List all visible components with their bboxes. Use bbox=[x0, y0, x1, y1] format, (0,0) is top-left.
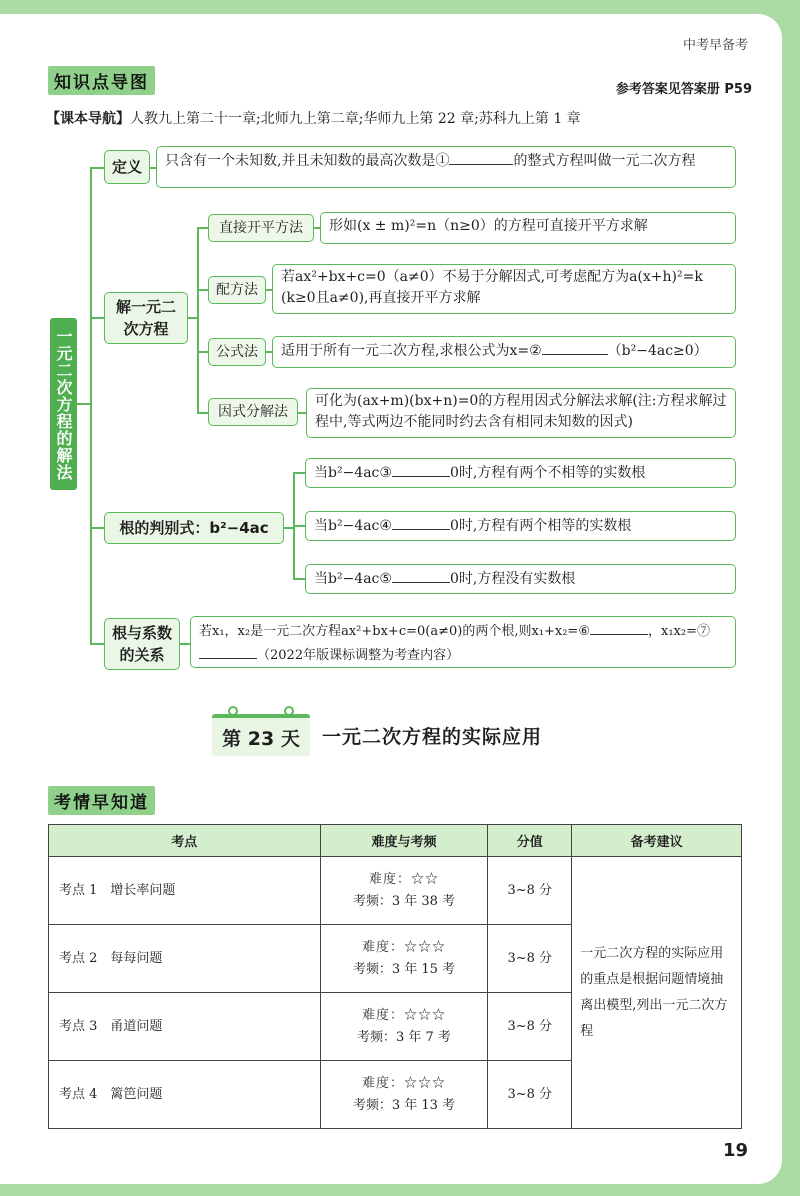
difficulty-frequency-cell bbox=[320, 925, 488, 993]
frequency: 考频：3 年 13 考 bbox=[352, 1097, 456, 1113]
page-number: 19 bbox=[722, 1140, 748, 1161]
formula-text-b: （b²−4ac≥0） bbox=[607, 343, 708, 359]
connector bbox=[90, 527, 104, 529]
blank-3: ③ bbox=[379, 465, 392, 481]
case-prefix: 当b²−4ac bbox=[314, 571, 380, 587]
connector bbox=[90, 643, 104, 645]
column-header: 分值 bbox=[488, 825, 572, 857]
connector bbox=[293, 472, 305, 474]
connector bbox=[293, 525, 305, 527]
blank-4: ④ bbox=[379, 518, 392, 534]
column-header: 备考建议 bbox=[572, 825, 742, 857]
difficulty-frequency-cell bbox=[320, 857, 488, 925]
method-label-formula: 公式法 bbox=[208, 338, 266, 366]
blank-line bbox=[392, 461, 450, 477]
method-factoring: 可化为(ax+m)(bx+n)=0的方程用因式分解法求解(注:方程求解过程中,等式两边不能同时约去含有相同未知数的因式) bbox=[306, 388, 736, 438]
case-suffix: 0时,方程有两个不相等的实数根 bbox=[449, 465, 646, 481]
blank-line bbox=[392, 567, 450, 583]
method-label-direct-root: 直接开平方法 bbox=[208, 214, 314, 242]
prep-advice: 一元二次方程的实际应用的重点是根据问题情境抽离出模型,列出一元二次方程 bbox=[572, 857, 742, 1129]
connector bbox=[90, 167, 92, 645]
formula-text-a: 适用于所有一元二次方程,求根公式为x= bbox=[281, 343, 530, 359]
difficulty: 难度：☆☆☆ bbox=[361, 1007, 446, 1023]
frequency: 考频：3 年 7 考 bbox=[356, 1029, 451, 1045]
column-header: 考点 bbox=[49, 825, 321, 857]
difficulty: 难度：☆☆☆ bbox=[361, 1075, 446, 1091]
blank-line bbox=[449, 149, 513, 165]
table-header-row bbox=[49, 825, 742, 857]
difficulty-frequency-cell bbox=[320, 993, 488, 1061]
guide-label: 【课本导航】 bbox=[46, 111, 130, 127]
blank-line bbox=[392, 514, 450, 530]
exam-table bbox=[48, 824, 742, 1129]
node-definition-label: 定义 bbox=[104, 150, 150, 184]
method-direct-root: 形如(x ± m)²=n（n≥0）的方程可直接开平方求解 bbox=[320, 212, 736, 244]
section-title-knowledge-map: 知识点导图 bbox=[48, 66, 155, 95]
connector bbox=[298, 412, 306, 414]
method-label-completing-square: 配方法 bbox=[208, 276, 266, 304]
frequency: 考频：3 年 38 考 bbox=[352, 893, 456, 909]
day-title: 一元二次方程的实际应用 bbox=[322, 726, 543, 748]
node-solving-label: 解一元二次方程 bbox=[104, 292, 188, 344]
difficulty: 难度：☆☆ bbox=[368, 871, 439, 887]
answer-reference: 参考答案见答案册 P59 bbox=[615, 82, 752, 97]
case-suffix: 0时,方程有两个相等的实数根 bbox=[449, 518, 632, 534]
frequency: 考频：3 年 15 考 bbox=[352, 961, 456, 977]
method-formula bbox=[272, 336, 736, 368]
node-discriminant-label: 根的判别式：b²−4ac bbox=[104, 512, 284, 544]
score: 3~8 分 bbox=[488, 993, 572, 1061]
day-label: 第 23 天 bbox=[212, 714, 310, 756]
blank-5: ⑤ bbox=[379, 571, 392, 587]
case-prefix: 当b²−4ac bbox=[314, 465, 380, 481]
node-definition bbox=[156, 146, 736, 188]
definition-text-b: 的整式方程叫做一元二次方程 bbox=[513, 153, 696, 169]
score: 3~8 分 bbox=[488, 857, 572, 925]
connector bbox=[90, 167, 104, 169]
vieta-text-c: （2022年版课标调整为考查内容） bbox=[257, 648, 460, 663]
method-label-factoring: 因式分解法 bbox=[208, 398, 298, 426]
score: 3~8 分 bbox=[488, 1061, 572, 1129]
case-suffix: 0时,方程没有实数根 bbox=[449, 571, 576, 587]
blank-line bbox=[590, 619, 648, 635]
blank-line bbox=[542, 339, 608, 355]
node-vieta bbox=[190, 616, 736, 668]
exam-point: 考点 4 篱笆问题 bbox=[49, 1061, 321, 1129]
connector bbox=[197, 227, 199, 413]
blank-line bbox=[199, 643, 257, 659]
discriminant-case-3 bbox=[305, 564, 736, 594]
exam-point: 考点 2 每每问题 bbox=[49, 925, 321, 993]
case-prefix: 当b²−4ac bbox=[314, 518, 380, 534]
exam-point: 考点 3 甬道问题 bbox=[49, 993, 321, 1061]
difficulty: 难度：☆☆☆ bbox=[361, 939, 446, 955]
blank-7: ⑦ bbox=[696, 624, 710, 639]
connector bbox=[77, 403, 91, 405]
blank-1: ① bbox=[435, 153, 450, 169]
difficulty-frequency-cell bbox=[320, 1061, 488, 1129]
blank-2: ② bbox=[529, 343, 542, 359]
series-header: 中考早备考 bbox=[682, 38, 748, 53]
connector bbox=[180, 643, 190, 645]
mindmap-root: 一元二次方程的解法 bbox=[50, 318, 77, 490]
connector bbox=[293, 578, 305, 580]
score: 3~8 分 bbox=[488, 925, 572, 993]
section-title-exam-overview: 考情早知道 bbox=[48, 786, 155, 815]
discriminant-case-1 bbox=[305, 458, 736, 488]
table-row bbox=[49, 857, 742, 925]
column-header: 难度与考频 bbox=[320, 825, 488, 857]
node-vieta-label: 根与系数的关系 bbox=[104, 618, 180, 670]
vieta-text-b: ，x₁x₂= bbox=[647, 624, 697, 639]
blank-6: ⑥ bbox=[578, 624, 590, 639]
exam-point: 考点 1 增长率问题 bbox=[49, 857, 321, 925]
connector bbox=[90, 317, 104, 319]
guide-text: 人教九上第二十一章;北师九上第二章;华师九上第 22 章;苏科九上第 1 章 bbox=[130, 111, 581, 127]
vieta-text-a: 若x₁，x₂是一元二次方程ax²+bx+c=0(a≠0)的两个根,则x₁+x₂= bbox=[199, 624, 579, 639]
discriminant-case-2 bbox=[305, 511, 736, 541]
textbook-guide bbox=[46, 108, 581, 128]
method-completing-square: 若ax²+bx+c=0（a≠0）不易于分解因式,可考虑配方为a(x+h)²=k (k≥0且a≠0),再直接开平方求解 bbox=[272, 264, 736, 314]
definition-text-a: 只含有一个未知数,并且未知数的最高次数是 bbox=[165, 153, 436, 169]
